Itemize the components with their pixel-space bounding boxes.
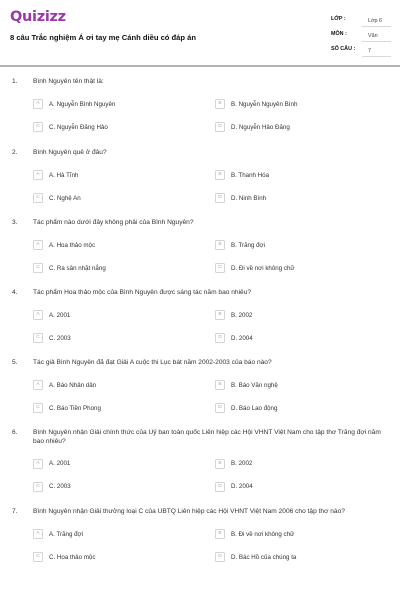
option-text: B. Đi về nơi không chữ bbox=[231, 530, 295, 538]
option-letter-box: B bbox=[215, 529, 225, 539]
option-text: B. Báo Văn nghệ bbox=[231, 381, 278, 389]
question-number: 7. bbox=[12, 508, 18, 515]
question-number: 4. bbox=[12, 289, 18, 296]
option-text: C. Hoa thảo mộc bbox=[49, 553, 96, 561]
option-letter-box: C bbox=[33, 122, 43, 132]
option-letter-box: D bbox=[215, 263, 225, 273]
question-text: Tác phẩm Hoa thảo mộc của Bình Nguyên được sáng tác năm bao nhiêu? bbox=[33, 289, 252, 296]
question-number: 1. bbox=[12, 78, 18, 85]
question-text: Bình Nguyên nhận Giải chính thức của Uỷ ban toàn quốc Liên hiệp các Hội VHNT Việt Nam cho tập thơ Trăng đợi năm bao nhiêu? bbox=[33, 429, 381, 445]
option-letter-box: A bbox=[33, 170, 43, 180]
meta-label: LỚP : bbox=[331, 16, 346, 22]
option-text: B. 2002 bbox=[231, 311, 253, 319]
header-divider bbox=[0, 65, 400, 67]
question-number: 6. bbox=[12, 429, 18, 436]
option-letter-box: D bbox=[215, 403, 225, 413]
option-text: D. Báo Lao động bbox=[231, 404, 278, 412]
question-text: Bình Nguyên nhận Giải thưởng loại C của UBTQ Liên hiệp các Hội VHNT Việt Nam 2006 cho tập thơ nào? bbox=[33, 508, 345, 515]
option-letter-box: B bbox=[215, 380, 225, 390]
option-text: A. Nguyễn Bình Nguyên bbox=[49, 100, 116, 108]
meta-row-subject bbox=[331, 28, 393, 43]
option-letter-box: D bbox=[215, 552, 225, 562]
option-letter-box: A bbox=[33, 99, 43, 109]
option-letter-box: C bbox=[33, 193, 43, 203]
option-letter-box: D bbox=[215, 122, 225, 132]
option-text: A. 2001 bbox=[49, 311, 71, 319]
option-letter-box: C bbox=[33, 482, 43, 492]
option-text: B. Thanh Hóa bbox=[231, 171, 270, 179]
question-number: 5. bbox=[12, 359, 18, 366]
option-text: B. 2002 bbox=[231, 460, 253, 467]
meta-value: Văn bbox=[362, 30, 391, 42]
option-letter-box: B bbox=[215, 310, 225, 320]
option-text: D. Nguyễn Hảo Đăng bbox=[231, 123, 290, 131]
option-letter-box: C bbox=[33, 552, 43, 562]
option-letter-box: B bbox=[215, 459, 225, 469]
option-text: D. 2004 bbox=[231, 334, 253, 342]
option-letter-box: D bbox=[215, 333, 225, 343]
meta-label: SỐ CÂU : bbox=[331, 46, 356, 52]
meta-panel bbox=[331, 13, 393, 58]
option-letter-box: D bbox=[215, 482, 225, 492]
option-text: B. Nguyễn Nguyên Bình bbox=[231, 100, 298, 108]
option-letter-box: A bbox=[33, 240, 43, 250]
option-letter-box: B bbox=[215, 99, 225, 109]
option-letter-box: B bbox=[215, 170, 225, 180]
option-text: A. Báo Nhân dân bbox=[49, 381, 97, 389]
option-text: A. Trăng đợi bbox=[49, 530, 83, 538]
option-letter-box: D bbox=[215, 193, 225, 203]
option-letter-box: C bbox=[33, 333, 43, 343]
option-text: D. Ninh Bình bbox=[231, 194, 267, 202]
option-text: A. Hà Tĩnh bbox=[49, 171, 79, 179]
option-text: D. Đi về nơi không chữ bbox=[231, 264, 295, 272]
option-text: C. Nghệ An bbox=[49, 194, 81, 202]
quizizz-logo: Quizizz bbox=[10, 9, 66, 25]
meta-row-class bbox=[331, 13, 393, 28]
option-text: C. 2003 bbox=[49, 483, 71, 490]
option-letter-box: A bbox=[33, 459, 43, 469]
option-text: D. 2004 bbox=[231, 483, 253, 490]
option-letter-box: A bbox=[33, 380, 43, 390]
meta-label: MÔN : bbox=[331, 31, 347, 37]
meta-value: 7 bbox=[362, 45, 391, 57]
option-letter-box: C bbox=[33, 403, 43, 413]
meta-row-question-count bbox=[331, 43, 393, 58]
option-text: C. Nguyễn Đăng Hảo bbox=[49, 123, 108, 131]
meta-value: Lớp 6 bbox=[362, 15, 391, 27]
question-text: Bình Nguyên quê ở đâu? bbox=[33, 149, 107, 156]
option-text: A. Hoa thảo mộc bbox=[49, 241, 96, 249]
option-letter-box: A bbox=[33, 310, 43, 320]
document-title: 8 câu Trắc nghiệm Á ơi tay mẹ Cánh diều có đáp án bbox=[10, 33, 197, 42]
option-letter-box: B bbox=[215, 240, 225, 250]
option-text: A. 2001 bbox=[49, 460, 71, 467]
option-text: C. Ra sân nhặt nắng bbox=[49, 264, 106, 272]
option-letter-box: A bbox=[33, 529, 43, 539]
question-text: Tác phẩm nào dưới đây không phải của Bình Nguyên? bbox=[33, 219, 194, 226]
page-header bbox=[0, 0, 400, 62]
option-text: D. Bác Hồ của chúng ta bbox=[231, 553, 297, 561]
question-text: Bình Nguyên tên thật là: bbox=[33, 78, 104, 85]
option-text: C. 2003 bbox=[49, 334, 71, 342]
question-text: Tác giả Bình Nguyên đã đạt Giải A cuộc thi Lục bát năm 2002-2003 của báo nào? bbox=[33, 359, 272, 366]
question-number: 3. bbox=[12, 219, 18, 226]
option-text: B. Trăng đợi bbox=[231, 241, 265, 249]
question-number: 2. bbox=[12, 149, 18, 156]
option-text: C. Báo Tiền Phong bbox=[49, 404, 101, 412]
option-letter-box: C bbox=[33, 263, 43, 273]
